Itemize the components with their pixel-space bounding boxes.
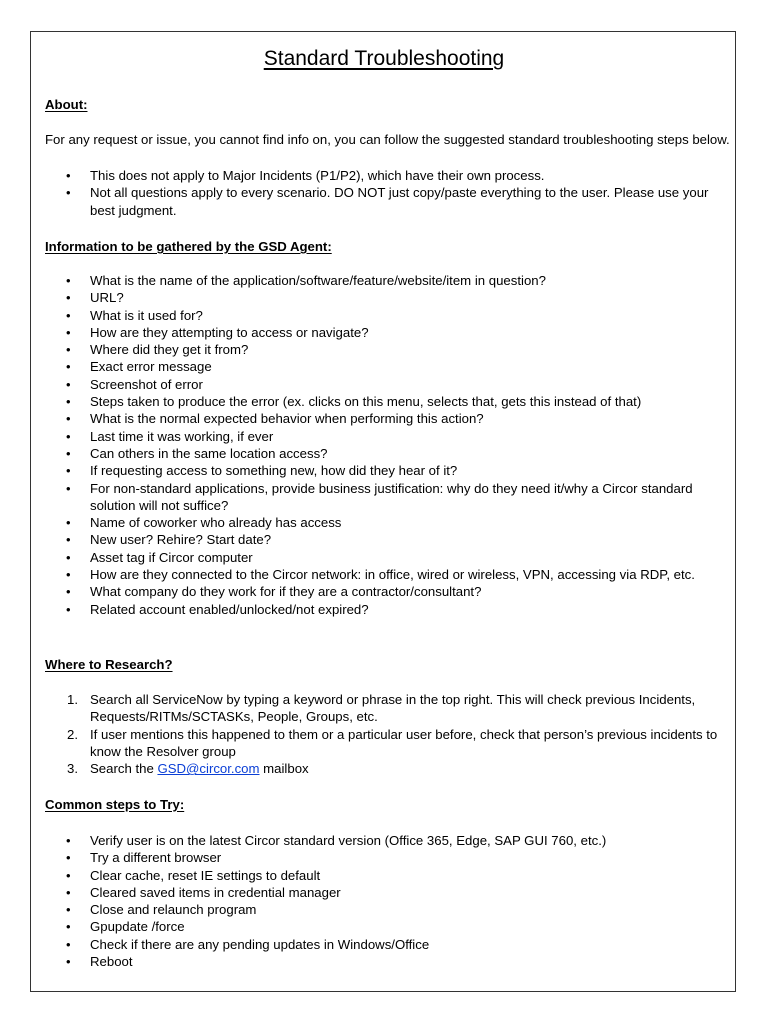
- list-item: • What is the name of the application/software/feature/website/item in question?: [45, 272, 735, 289]
- list-item: • URL?: [45, 289, 735, 306]
- list-item: • Gpupdate /force: [45, 918, 735, 935]
- gsd-mailbox-link[interactable]: GSD@circor.com: [157, 761, 260, 777]
- list-item: • What is the normal expected behavior when performing this action?: [45, 410, 735, 427]
- list-item: • If requesting access to something new, how did they hear of it?: [45, 462, 735, 479]
- list-item: • Last time it was working, if ever: [45, 428, 735, 445]
- list-item: • Cleared saved items in credential manager: [45, 884, 735, 901]
- list-item: • This does not apply to Major Incidents (P1/P2), which have their own process.: [45, 167, 735, 184]
- list-item: Search all ServiceNow by typing a keyword or phrase in the top right. This will check previous Incidents, Requests/RITMs/SCTASKs, People, Groups, etc.: [90, 692, 696, 725]
- research-list: [45, 691, 735, 777]
- list-item: • Try a different browser: [45, 849, 735, 866]
- list-item: • What is it used for?: [45, 307, 735, 324]
- list-item: • How are they connected to the Circor network: in office, wired or wireless, VPN, accessing via RDP, etc.: [45, 566, 735, 583]
- list-item: [45, 760, 735, 777]
- list-item: • Not all questions apply to every scenario. DO NOT just copy/paste everything to the user. Please use your best judgment.: [45, 184, 735, 219]
- step3-prefix: Search the: [90, 761, 158, 777]
- list-item: • Can others in the same location access?: [45, 445, 735, 462]
- list-item: • Exact error message: [45, 358, 735, 375]
- research-heading: Where to Research?: [45, 657, 173, 672]
- list-item: • Related account enabled/unlocked/not expired?: [45, 601, 735, 618]
- about-heading: About:: [45, 97, 88, 112]
- list-item: • Asset tag if Circor computer: [45, 549, 735, 566]
- list-item: • Steps taken to produce the error (ex. clicks on this menu, selects that, gets this instead of that): [45, 393, 735, 410]
- list-item: • Close and relaunch program: [45, 901, 735, 918]
- list-item: • Clear cache, reset IE settings to default: [45, 867, 735, 884]
- list-item: • Verify user is on the latest Circor standard version (Office 365, Edge, SAP GUI 760, etc.): [45, 832, 735, 849]
- list-item: • Screenshot of error: [45, 376, 735, 393]
- list-item: • What company do they work for if they are a contractor/consultant?: [45, 583, 735, 600]
- list-item: • For non-standard applications, provide business justification: why do they need it/why a Circor standard solution will not suffice?: [45, 480, 735, 515]
- common-steps-heading: Common steps to Try:: [45, 797, 185, 812]
- info-list: [45, 272, 735, 618]
- list-item: • How are they attempting to access or navigate?: [45, 324, 735, 341]
- list-item: If user mentions this happened to them or a particular user before, check that person’s previous incidents to know the Resolver group: [90, 726, 718, 759]
- about-list: [45, 167, 735, 219]
- list-item: • Where did they get it from?: [45, 341, 735, 358]
- page-title: Standard Troubleshooting: [263, 47, 505, 70]
- list-item: • Reboot: [45, 953, 735, 970]
- about-intro: For any request or issue, you cannot find info on, you can follow the suggested standard troubleshooting steps below.: [45, 132, 730, 147]
- common-steps-list: [45, 832, 735, 970]
- info-heading: Information to be gathered by the GSD Agent:: [45, 239, 332, 254]
- step3-suffix: mailbox: [259, 761, 309, 777]
- list-item: • New user? Rehire? Start date?: [45, 531, 735, 548]
- list-item: • Check if there are any pending updates in Windows/Office: [45, 936, 735, 953]
- list-item: • Name of coworker who already has access: [45, 514, 735, 531]
